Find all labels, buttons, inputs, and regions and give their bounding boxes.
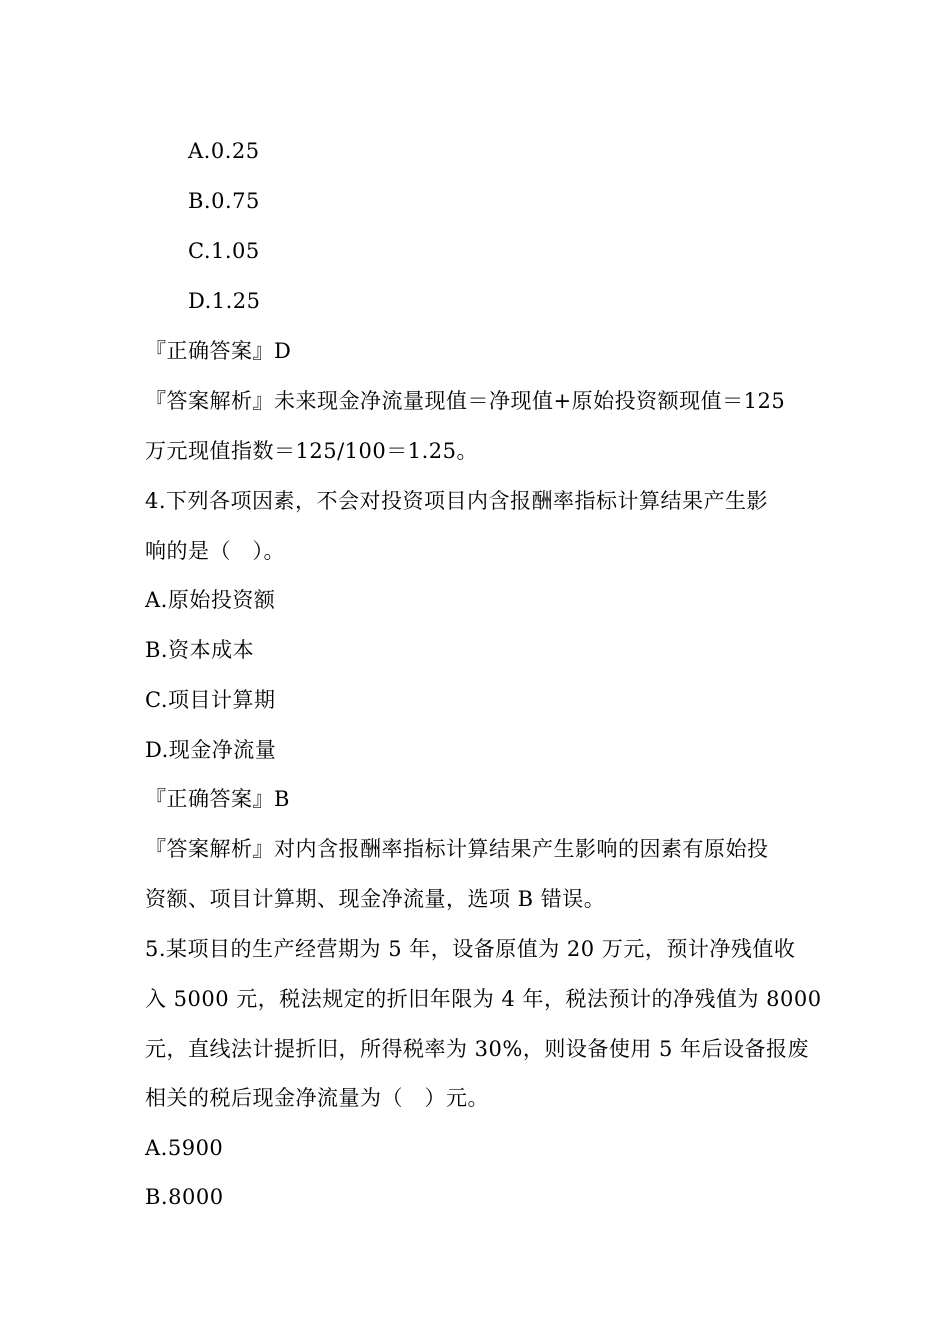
q5-stem-line-4: 相关的税后现金净流量为（ ）元。 bbox=[145, 1086, 489, 1110]
q4-option-a: A.原始投资额 bbox=[145, 588, 276, 612]
q3-analysis-line-1: 『答案解析』未来现金净流量现值＝净现值+原始投资额现值＝125 bbox=[145, 389, 786, 413]
q3-answer: 『正确答案』D bbox=[145, 339, 292, 363]
q4-answer: 『正确答案』B bbox=[145, 787, 290, 811]
q3-option-c: C.1.05 bbox=[188, 239, 260, 263]
q4-analysis-line-1: 『答案解析』对内含报酬率指标计算结果产生影响的因素有原始投 bbox=[145, 837, 769, 861]
q3-option-a: A.0.25 bbox=[188, 139, 260, 163]
q5-stem-line-2: 入 5000 元，税法规定的折旧年限为 4 年，税法预计的净残值为 8000 bbox=[145, 987, 822, 1011]
q4-stem-line-2: 响的是（ ）。 bbox=[145, 539, 285, 563]
q4-option-d: D.现金净流量 bbox=[145, 738, 277, 762]
q3-option-b: B.0.75 bbox=[188, 189, 260, 213]
q5-option-a: A.5900 bbox=[145, 1136, 224, 1160]
q5-option-b: B.8000 bbox=[145, 1185, 224, 1209]
q5-stem-line-1: 5.某项目的生产经营期为 5 年，设备原值为 20 万元，预计净残值收 bbox=[145, 937, 796, 961]
q3-analysis-line-2: 万元现值指数＝125/100＝1.25。 bbox=[145, 439, 478, 463]
q4-analysis-line-2: 资额、项目计算期、现金净流量，选项 B 错误。 bbox=[145, 887, 606, 911]
q4-stem-line-1: 4.下列各项因素，不会对投资项目内含报酬率指标计算结果产生影 bbox=[145, 489, 769, 513]
q3-option-d: D.1.25 bbox=[188, 289, 261, 313]
q4-option-c: C.项目计算期 bbox=[145, 688, 276, 712]
q4-option-b: B.资本成本 bbox=[145, 638, 255, 662]
q5-stem-line-3: 元，直线法计提折旧，所得税率为 30%，则设备使用 5 年后设备报废 bbox=[145, 1037, 810, 1061]
